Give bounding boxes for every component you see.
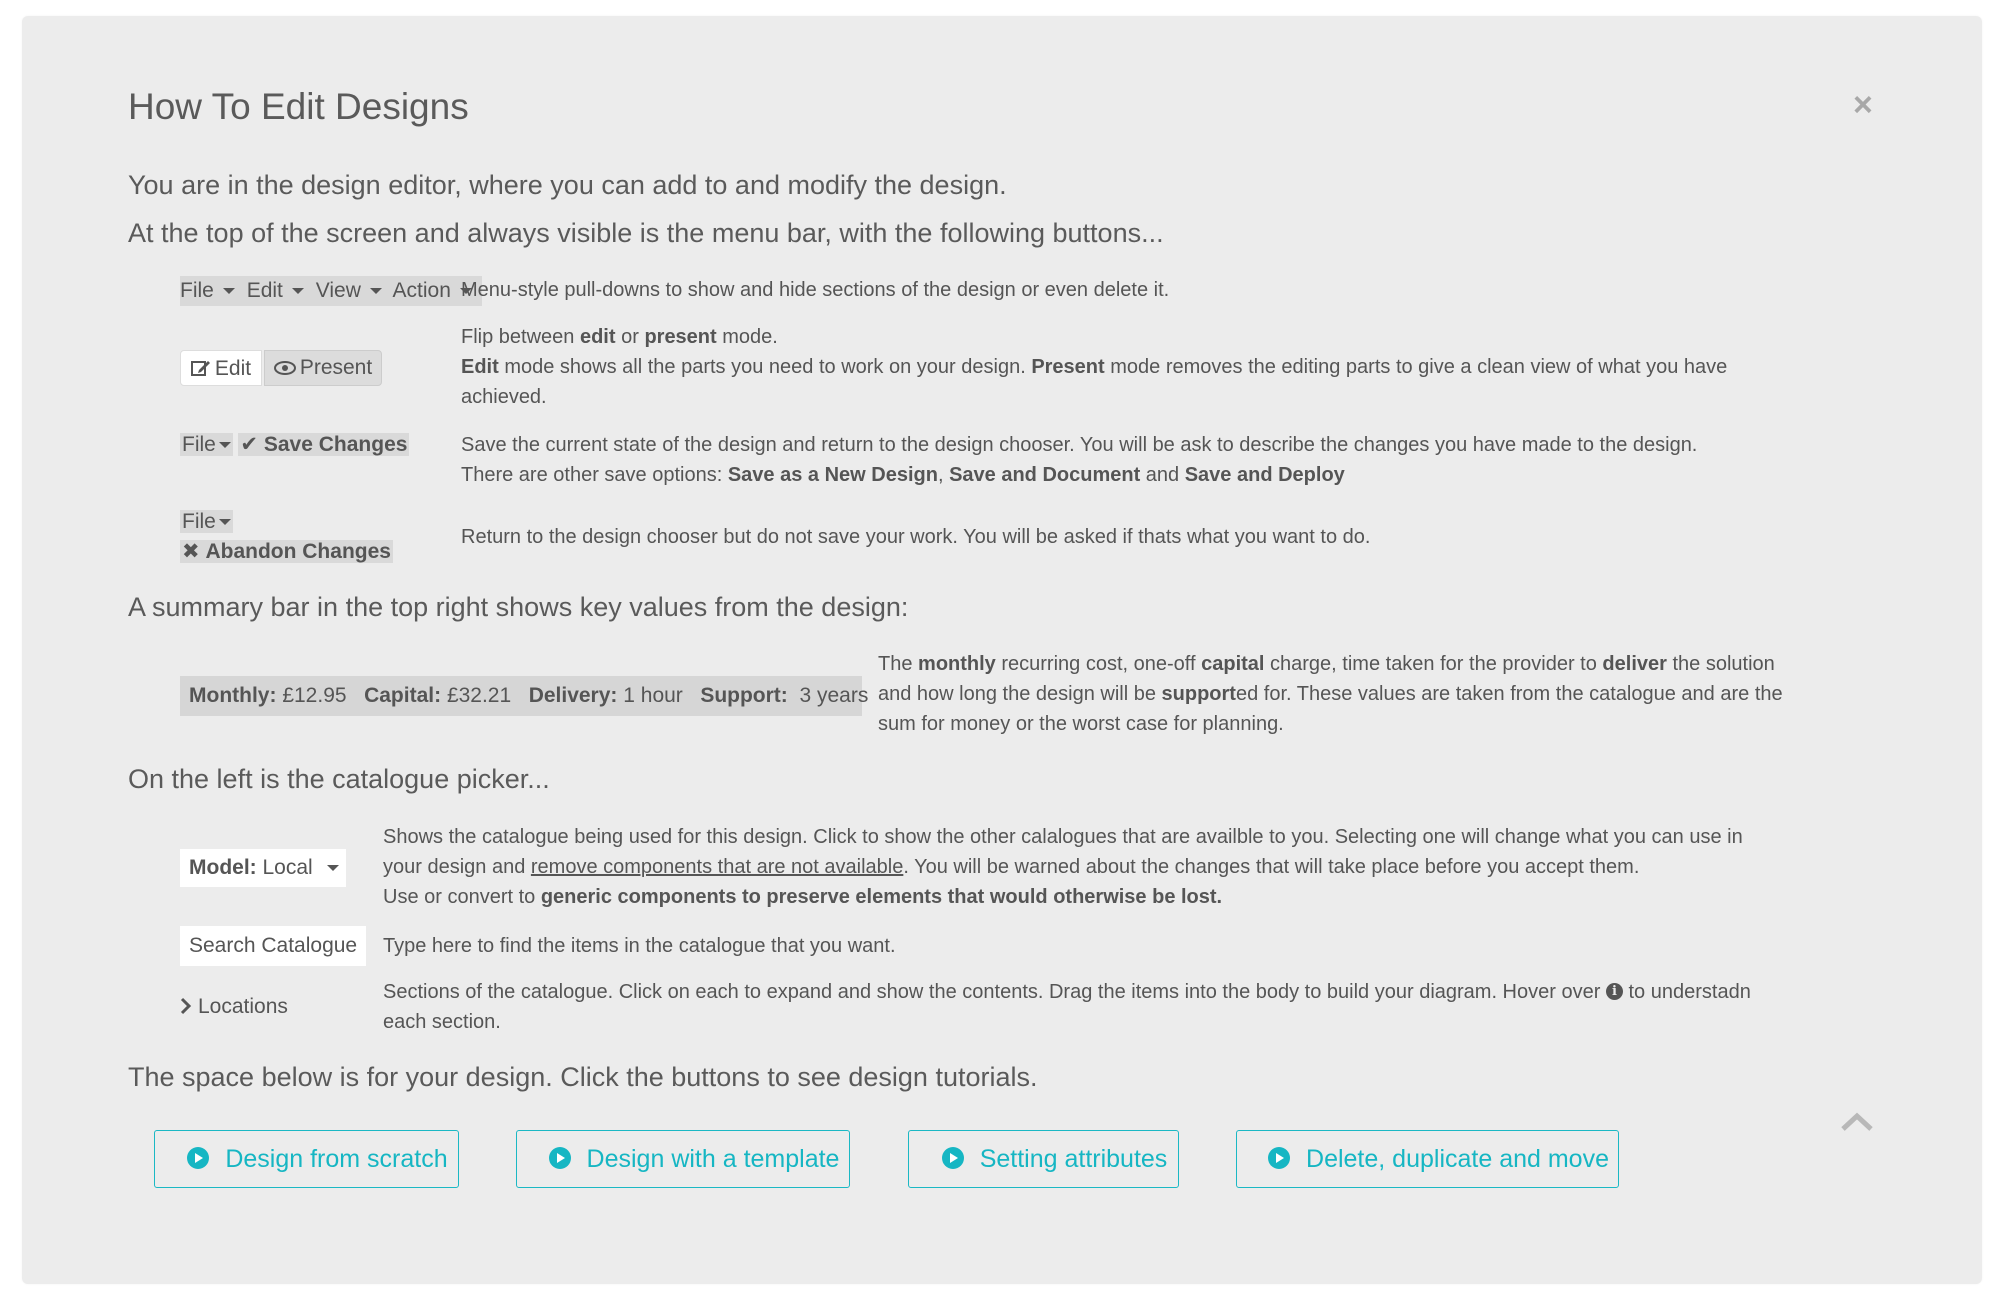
abandon-changes-item: ✖ Abandon Changes <box>182 540 391 563</box>
search-description: Type here to find the items in the catalogue that you want. <box>383 935 896 957</box>
locations-section-sample: Locations <box>180 991 288 1023</box>
save-changes-item: ✔ Save Changes <box>240 433 408 456</box>
caret-down-icon <box>327 865 339 871</box>
close-icon[interactable]: × <box>1853 86 1873 124</box>
info-icon: i <box>1606 983 1623 1000</box>
caret-down-icon <box>223 288 235 294</box>
mode-toggle-description: Flip between edit or present mode. Edit mode shows all the parts you need to work on your design. Present mode removes the editing parts to give a clean view of what you have achieved. <box>461 326 1728 408</box>
play-circle-icon <box>549 1147 571 1169</box>
abandon-description: Return to the design chooser but do not save your work. You will be asked if thats what you want to do. <box>461 526 1371 548</box>
save-description: Save the current state of the design and return to the design chooser. You will be ask to describe the changes you have made to the design. There are other save options: Save as a New Design, Save and Document and Save and Deploy <box>461 434 1698 486</box>
caret-down-icon <box>370 288 382 294</box>
play-circle-icon <box>942 1147 964 1169</box>
menu-file: File <box>180 279 235 302</box>
eye-icon <box>274 361 296 375</box>
tutorials-heading: The space below is for your design. Click the buttons to see design tutorials. <box>128 1062 1038 1092</box>
support-label: Support: <box>700 684 788 707</box>
play-circle-icon <box>1268 1147 1290 1169</box>
locations-description: Sections of the catalogue. Click on each to expand and show the contents. Drag the items into the body to build your diagram. Hover over i to understadn each section. <box>383 981 1751 1033</box>
menu-view: View <box>316 279 382 302</box>
edit-mode-button: Edit <box>180 350 262 386</box>
abandon-file-menu: File <box>180 510 233 533</box>
tutorial-design-from-scratch-button[interactable]: Design from scratch <box>154 1130 459 1188</box>
present-mode-button: Present <box>264 350 382 386</box>
catalogue-heading: On the left is the catalogue picker... <box>128 764 550 794</box>
intro-line-2: At the top of the screen and always visible is the menu bar, with the following buttons... <box>128 218 1164 248</box>
menu-bar-description: Menu-style pull-downs to show and hide sections of the design or even delete it. <box>461 279 1170 301</box>
save-changes-sample <box>180 430 409 460</box>
close-cross-icon: ✖ <box>182 540 200 563</box>
check-icon: ✔ <box>240 433 259 456</box>
model-description: Shows the catalogue being used for this design. Click to show the other calalogues that are availble to you. Selecting one will change what you can use in your design and remove components that are not available. You will be warned about the changes that will take place before you accept them. Use or convert to generic components to preserve elements that would otherwise be lost. <box>383 826 1743 908</box>
monthly-value: £12.95 <box>282 684 347 707</box>
edit-icon <box>191 359 211 377</box>
monthly-label: Monthly: <box>189 684 277 707</box>
summary-description: The monthly recurring cost, one-off capital charge, time taken for the provider to deliver the solution and how long the design will be supported for. These values are taken from the catalogue and are the sum for money or the worst case for planning. <box>878 653 1783 735</box>
search-catalogue-sample: Search Catalogue <box>180 926 366 966</box>
intro-line-1: You are in the design editor, where you can add to and modify the design. <box>128 170 1007 200</box>
delivery-label: Delivery: <box>528 684 618 707</box>
caret-down-icon <box>292 288 304 294</box>
model-selector-sample: Model: Local <box>180 849 346 887</box>
caret-down-icon <box>219 442 231 448</box>
play-circle-icon <box>187 1147 209 1169</box>
delivery-value: 1 hour <box>623 684 683 707</box>
menu-edit: Edit <box>247 279 304 302</box>
summary-heading: A summary bar in the top right shows key values from the design: <box>128 592 909 622</box>
support-value: 3 years <box>799 684 869 707</box>
tutorial-design-with-template-button[interactable]: Design with a template <box>516 1130 850 1188</box>
dialog-title: How To Edit Designs <box>128 86 469 127</box>
chevron-up-icon[interactable] <box>1840 1112 1874 1132</box>
menu-bar-sample <box>180 276 482 306</box>
menu-action: Action <box>393 279 472 302</box>
tutorial-delete-duplicate-move-button[interactable]: Delete, duplicate and move <box>1236 1130 1619 1188</box>
caret-down-icon <box>219 519 231 525</box>
abandon-changes-sample <box>180 507 393 567</box>
save-file-menu: File <box>180 433 233 456</box>
capital-label: Capital: <box>364 684 442 707</box>
tutorial-setting-attributes-button[interactable]: Setting attributes <box>908 1130 1179 1188</box>
summary-bar-sample <box>180 676 869 716</box>
capital-value: £32.21 <box>446 684 512 707</box>
chevron-right-icon <box>180 997 192 1015</box>
